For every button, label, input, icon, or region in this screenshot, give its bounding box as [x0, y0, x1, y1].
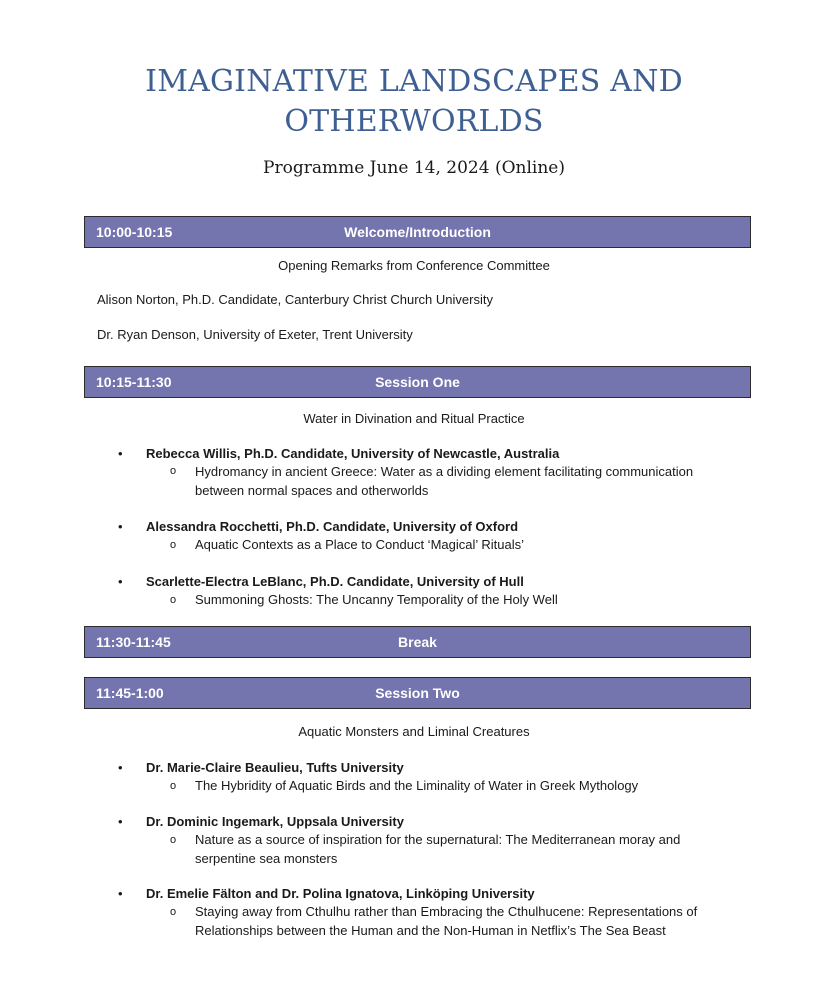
session-one-label: Session One [375, 374, 460, 390]
sub-bullet: o [170, 906, 177, 918]
speaker-name: Scarlette-Electra LeBlanc, Ph.D. Candidate, University of Hull [146, 574, 524, 589]
bullet: • [118, 886, 123, 901]
break-label: Break [398, 634, 437, 650]
talk-title: Summoning Ghosts: The Uncanny Temporality of the Holy Well [195, 592, 558, 607]
welcome-bar [84, 216, 751, 248]
session-one-bar [84, 366, 751, 398]
speaker-name: Alessandra Rocchetti, Ph.D. Candidate, University of Oxford [146, 519, 519, 534]
welcome-person: Alison Norton, Ph.D. Candidate, Canterbury Christ Church University [97, 292, 493, 307]
bullet: • [118, 760, 123, 775]
welcome-person: Dr. Ryan Denson, University of Exeter, Trent University [97, 327, 413, 342]
sub-bullet: o [170, 834, 177, 846]
speaker-name: Dr. Dominic Ingemark, Uppsala University [146, 814, 404, 829]
speaker-name: Dr. Marie-Claire Beaulieu, Tufts University [146, 760, 404, 775]
welcome-heading: Opening Remarks from Conference Committee [278, 258, 550, 273]
welcome-time: 10:00-10:15 [96, 224, 173, 240]
speaker-name: Dr. Emelie Fälton and Dr. Polina Ignatova, Linköping University [146, 886, 535, 901]
session-two-bar [84, 677, 751, 709]
talk-title: Nature as a source of inspiration for the supernatural: The Mediterranean moray and serpentine sea monsters [195, 832, 681, 866]
session-two-label: Session Two [375, 685, 460, 701]
sub-bullet: o [170, 539, 177, 551]
sub-bullet: o [170, 465, 177, 477]
document-title [0, 62, 828, 142]
talk-title: The Hybridity of Aquatic Birds and the Liminality of Water in Greek Mythology [195, 778, 639, 793]
bullet: • [118, 574, 123, 589]
talk-title: Staying away from Cthulhu rather than Embracing the Cthulhucene: Representations of Relationships between the Human and the Non-Human in Netflix’s The Sea Beast [195, 904, 698, 938]
session-two-time: 11:45-1:00 [96, 685, 164, 701]
title-line-2: OTHERWORLDS [284, 104, 544, 139]
break-time: 11:30-11:45 [96, 634, 171, 650]
bullet: • [118, 446, 123, 461]
talk-title: Hydromancy in ancient Greece: Water as a dividing element facilitating communication between normal spaces and otherworlds [195, 464, 694, 498]
session-one-time: 10:15-11:30 [96, 374, 172, 390]
sub-bullet: o [170, 780, 177, 792]
talk-title: Aquatic Contexts as a Place to Conduct ‘Magical’ Rituals’ [195, 537, 525, 552]
session-two-theme: Aquatic Monsters and Liminal Creatures [298, 724, 530, 739]
bullet: • [118, 519, 123, 534]
programme-date: Programme June 14, 2024 (Online) [263, 158, 565, 178]
title-line-1: IMAGINATIVE LANDSCAPES AND [145, 64, 683, 99]
session-one-theme: Water in Divination and Ritual Practice [303, 411, 525, 426]
speaker-name: Rebecca Willis, Ph.D. Candidate, University of Newcastle, Australia [146, 446, 560, 461]
bullet: • [118, 814, 123, 829]
sub-bullet: o [170, 594, 177, 606]
welcome-label: Welcome/Introduction [344, 224, 491, 240]
break-bar [84, 626, 751, 658]
